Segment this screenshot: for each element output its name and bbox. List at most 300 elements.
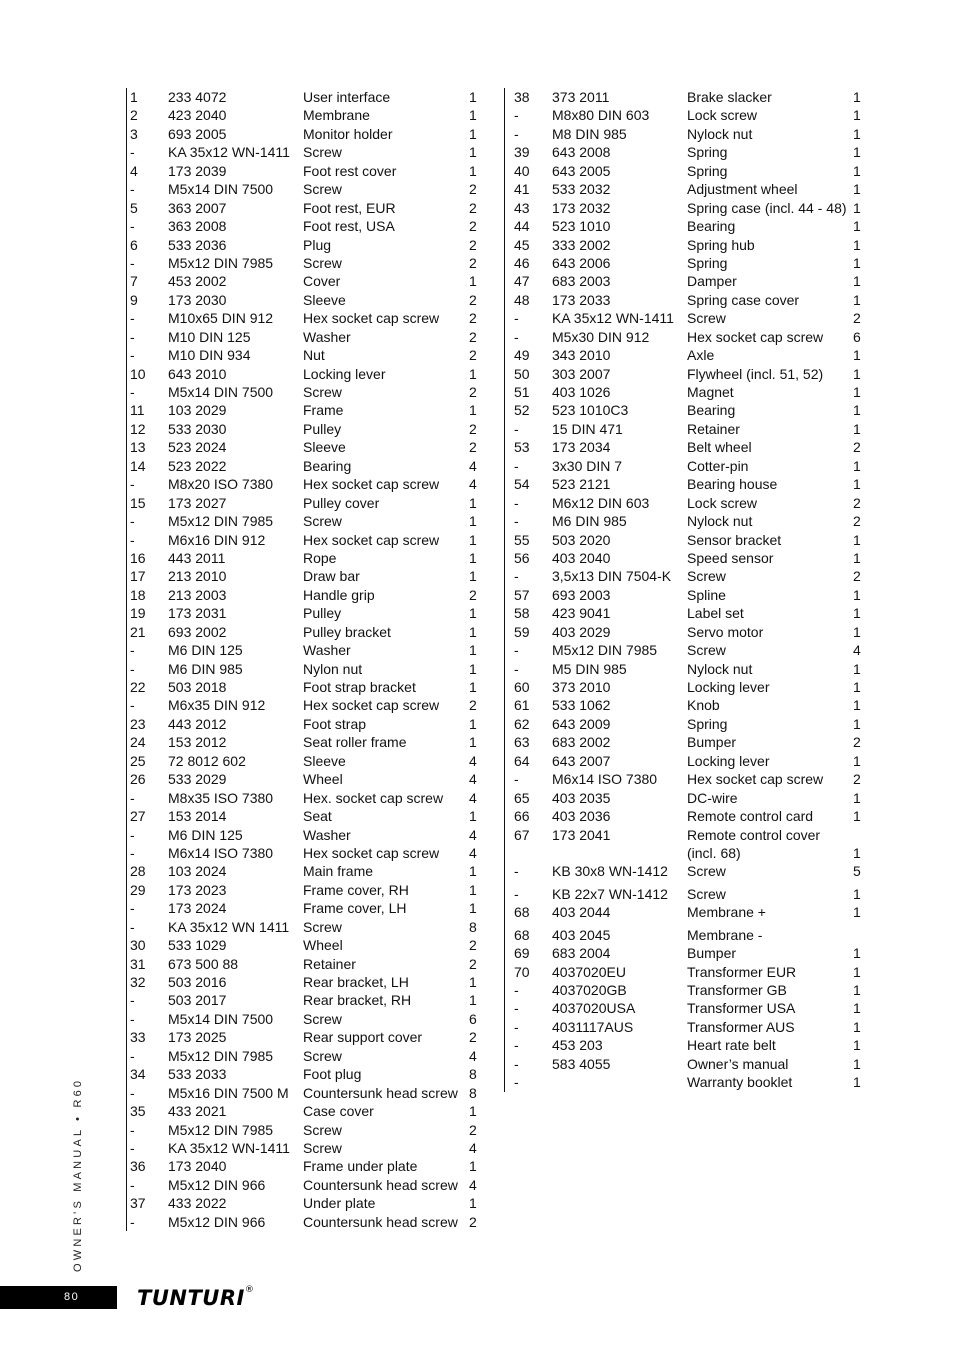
part-quantity: 1 (853, 291, 861, 308)
part-description: Screw (303, 1047, 342, 1064)
part-number: 44 (514, 218, 530, 235)
part-description: Screw (687, 885, 726, 902)
part-code: 643 2005 (552, 162, 611, 179)
part-code: 173 2032 (552, 199, 611, 216)
parts-row (505, 715, 865, 733)
part-description: Under plate (303, 1195, 376, 1212)
part-description: Pulley cover (303, 494, 380, 511)
part-number: 10 (130, 365, 146, 382)
parts-row (127, 881, 485, 899)
part-code: 503 2018 (168, 679, 227, 695)
part-quantity: 1 (469, 623, 477, 640)
part-code: 533 2030 (168, 420, 227, 437)
parts-row (127, 254, 485, 272)
part-description: Foot strap (303, 715, 367, 732)
part-code: M5x12 DIN 7985 (168, 513, 274, 530)
part-code: 72 8012 602 (168, 752, 246, 769)
parts-row (127, 438, 485, 456)
part-code: 403 2045 (552, 926, 611, 943)
part-code: M5x12 DIN 7985 (168, 1047, 274, 1064)
parts-row (127, 826, 485, 844)
part-description: Membrane (303, 107, 370, 124)
parts-row (505, 309, 865, 327)
part-description: Screw (303, 1010, 342, 1027)
part-code: 373 2011 (552, 89, 610, 105)
part-number: 39 (514, 144, 530, 161)
part-quantity: 2 (469, 955, 477, 972)
part-number: - (130, 513, 135, 530)
part-number: - (514, 771, 519, 788)
part-code: 643 2008 (552, 144, 611, 161)
parts-row (505, 549, 865, 567)
part-code: M8x35 ISO 7380 (168, 789, 274, 806)
part-description: Lock screw (687, 107, 758, 124)
part-code: 173 2040 (168, 1158, 227, 1175)
part-number: 63 (514, 734, 530, 751)
parts-row (127, 696, 485, 714)
part-code: 443 2011 (168, 549, 226, 566)
part-quantity: 1 (469, 1195, 477, 1212)
part-code: KB 22x7 WN-1412 (552, 885, 668, 902)
part-quantity: 2 (469, 291, 477, 308)
parts-row (127, 531, 485, 549)
parts-row (127, 199, 485, 217)
part-description: Label set (687, 605, 744, 622)
part-number: 36 (130, 1158, 146, 1175)
parts-row (505, 346, 865, 364)
part-quantity: 1 (853, 1074, 861, 1091)
parts-row (127, 789, 485, 807)
parts-row (505, 143, 865, 161)
part-number: - (130, 476, 135, 493)
part-description: Frame (303, 402, 344, 419)
parts-row (505, 365, 865, 383)
part-description: Nylock nut (687, 125, 753, 142)
part-quantity: 4 (469, 752, 477, 769)
part-description: Knob (687, 697, 720, 714)
part-code: 153 2014 (168, 808, 227, 825)
part-code: 403 2040 (552, 549, 611, 566)
part-quantity: 1 (853, 623, 861, 640)
part-number: 2 (130, 107, 138, 124)
part-code: 403 2035 (552, 789, 611, 806)
part-code: 523 1010C3 (552, 402, 629, 419)
part-code: M6 DIN 125 (168, 826, 243, 843)
parts-row (505, 438, 865, 456)
part-description: Screw (687, 642, 726, 659)
parts-row (127, 180, 485, 198)
part-description: Belt wheel (687, 439, 752, 456)
part-quantity: 1 (469, 660, 477, 677)
parts-row (127, 365, 485, 383)
parts-row (127, 660, 485, 678)
parts-row (505, 1018, 865, 1036)
part-number: - (514, 457, 519, 474)
parts-row (127, 586, 485, 604)
parts-row (127, 475, 485, 493)
parts-row (127, 1010, 485, 1028)
part-description: Bearing house (687, 476, 778, 493)
part-code: M5x14 DIN 7500 (168, 1010, 274, 1027)
part-number: 45 (514, 236, 530, 253)
part-code: 173 2034 (552, 439, 611, 456)
part-number: 9 (130, 291, 138, 308)
part-code: 3x30 DIN 7 (552, 457, 623, 474)
part-quantity: 2 (469, 1029, 477, 1046)
part-description: Seat (303, 808, 332, 825)
part-description: Screw (303, 1121, 342, 1138)
part-description: Remote control cover (incl. 68) (687, 826, 821, 861)
part-code: M6x14 ISO 7380 (552, 771, 658, 788)
parts-row (127, 1121, 485, 1139)
part-quantity: 2 (469, 310, 477, 327)
part-quantity: 1 (469, 531, 477, 548)
part-code: 173 2033 (552, 291, 611, 308)
parts-row (127, 567, 485, 585)
part-number: - (514, 1018, 519, 1035)
parts-row (505, 1055, 865, 1073)
part-quantity: 1 (469, 365, 477, 382)
part-code: 533 2033 (168, 1066, 227, 1083)
part-number: - (130, 254, 135, 271)
parts-row (127, 862, 485, 880)
part-quantity: 1 (853, 218, 861, 235)
part-number: - (130, 1213, 135, 1230)
part-quantity: 4 (853, 642, 861, 659)
part-code: 103 2029 (168, 402, 227, 419)
parts-row (127, 715, 485, 733)
part-code: 533 1062 (552, 697, 611, 714)
part-description: Spring (687, 715, 728, 732)
part-number: 70 (514, 963, 530, 980)
part-quantity: 2 (469, 937, 477, 954)
part-description: Screw (303, 918, 342, 935)
part-description: Axle (687, 347, 715, 364)
part-description: Pulley (303, 420, 342, 437)
part-description: DC-wire (687, 789, 738, 806)
part-code: M6 DIN 125 (168, 642, 243, 659)
parts-row (505, 420, 865, 438)
part-quantity: 2 (853, 310, 861, 327)
part-code: 403 1026 (552, 384, 611, 400)
part-code: M5x12 DIN 7985 (168, 254, 274, 271)
part-quantity: 1 (469, 900, 477, 917)
part-description: Screw (687, 568, 726, 585)
part-description: Foot rest, EUR (303, 199, 396, 216)
part-code: KA 35x12 WN 1411 (168, 918, 290, 935)
part-quantity: 1 (853, 457, 861, 474)
part-description: Hex. socket cap screw (303, 789, 444, 806)
registered-mark: ® (244, 1285, 255, 1295)
part-code: KB 30x8 WN-1412 (552, 863, 668, 880)
part-quantity: 1 (853, 605, 861, 622)
part-code: 673 500 88 (168, 955, 239, 972)
part-description: Screw (303, 384, 342, 400)
part-number: 69 (514, 945, 530, 962)
part-quantity: 4 (469, 1176, 477, 1193)
part-description: Servo motor (687, 623, 764, 640)
parts-row (505, 457, 865, 475)
part-description: User interface (303, 89, 391, 105)
part-code: M5x30 DIN 912 (552, 328, 650, 345)
part-quantity: 1 (853, 125, 861, 142)
part-code: 343 2010 (552, 347, 611, 364)
part-quantity: 1 (853, 1018, 861, 1035)
part-number: 33 (130, 1029, 146, 1046)
part-quantity: 1 (853, 904, 861, 921)
part-code: M10 DIN 934 (168, 347, 251, 364)
part-code: 363 2008 (168, 218, 227, 235)
part-number: - (130, 826, 135, 843)
part-quantity: 2 (469, 328, 477, 345)
parts-row (127, 457, 485, 475)
part-description: Bearing (303, 457, 352, 474)
part-code: 363 2007 (168, 199, 227, 216)
part-description: Nylock nut (687, 513, 753, 530)
part-number: - (130, 1047, 135, 1064)
part-description: Main frame (303, 863, 374, 880)
part-code: M5x12 DIN 7985 (168, 1121, 274, 1138)
part-description: Locking lever (303, 365, 386, 382)
part-description: Draw bar (303, 568, 360, 585)
part-code: 373 2010 (552, 679, 611, 695)
parts-row (505, 770, 865, 788)
part-description: Rear bracket, LH (303, 974, 409, 990)
part-quantity: 1 (469, 881, 477, 898)
part-description: Screw (303, 144, 342, 161)
part-description: Nut (303, 347, 325, 364)
part-code: M10x65 DIN 912 (168, 310, 274, 327)
part-description: Adjustment wheel (687, 181, 798, 198)
part-number: - (514, 494, 519, 511)
parts-row (127, 143, 485, 161)
parts-row (505, 199, 865, 217)
parts-list-left-column (126, 88, 485, 1231)
part-code: 683 2004 (552, 945, 611, 962)
parts-row (505, 926, 865, 944)
part-number: - (130, 1139, 135, 1156)
part-number: 4 (130, 162, 138, 179)
part-number: 48 (514, 291, 530, 308)
part-description: Bumper (687, 734, 737, 751)
part-code: 583 4055 (552, 1055, 611, 1072)
part-quantity: 1 (853, 586, 861, 603)
part-quantity: 2 (469, 218, 477, 235)
part-number: - (130, 1176, 135, 1193)
parts-row (127, 936, 485, 954)
part-quantity: 1 (853, 365, 861, 382)
part-code: 4037020USA (552, 1000, 636, 1017)
part-description: Washer (303, 642, 351, 659)
parts-row (505, 383, 865, 401)
part-number: 46 (514, 254, 530, 271)
part-description: Spring case (incl. 44 - 48) (687, 199, 847, 216)
part-code: 173 2030 (168, 291, 227, 308)
part-code: M5x12 DIN 966 (168, 1213, 266, 1230)
parts-row (505, 733, 865, 751)
parts-row (127, 88, 485, 106)
part-description: Spring hub (687, 236, 755, 253)
part-code: 643 2006 (552, 254, 611, 271)
parts-row (127, 1139, 485, 1157)
part-number: 28 (130, 863, 146, 880)
part-description: Seat roller frame (303, 734, 407, 751)
part-description: Locking lever (687, 679, 770, 695)
part-number: 27 (130, 808, 146, 825)
parts-row (127, 494, 485, 512)
parts-row (127, 106, 485, 124)
part-code: 643 2009 (552, 715, 611, 732)
parts-row (127, 752, 485, 770)
part-number: 3 (130, 125, 138, 142)
part-description: Flywheel (incl. 51, 52) (687, 365, 824, 382)
part-number: - (514, 1074, 519, 1091)
parts-row (127, 401, 485, 419)
parts-row (505, 125, 865, 143)
part-quantity: 1 (469, 107, 477, 124)
part-quantity: 1 (853, 144, 861, 161)
part-number: - (514, 513, 519, 530)
part-number: - (130, 1084, 135, 1101)
part-code: 683 2003 (552, 273, 611, 290)
part-quantity: 1 (469, 513, 477, 530)
part-description: Washer (303, 328, 351, 345)
part-description: Wheel (303, 937, 343, 954)
part-code: M5x12 DIN 7985 (552, 642, 658, 659)
part-quantity: 1 (469, 605, 477, 622)
part-description: Countersunk head screw (303, 1213, 458, 1230)
part-code: 173 2027 (168, 494, 227, 511)
page-number-box (0, 1286, 117, 1309)
part-quantity: 2 (853, 513, 861, 530)
part-number: - (130, 844, 135, 861)
part-code: 533 2036 (168, 236, 227, 253)
part-quantity: 1 (853, 402, 861, 419)
part-description: Bumper (687, 945, 737, 962)
part-quantity: 2 (469, 254, 477, 271)
part-number: - (514, 328, 519, 345)
part-number: 52 (514, 402, 530, 419)
parts-row (127, 991, 485, 1009)
part-code: 693 2002 (168, 623, 227, 640)
part-code: 403 2029 (552, 623, 611, 640)
part-number: 1 (130, 89, 138, 105)
parts-row (505, 981, 865, 999)
part-code: 443 2012 (168, 715, 227, 732)
parts-row (505, 328, 865, 346)
part-quantity: 4 (469, 1047, 477, 1064)
part-code: 403 2044 (552, 904, 611, 921)
part-quantity: 1 (853, 963, 861, 980)
part-description: Warranty booklet (687, 1074, 793, 1091)
part-quantity: 1 (853, 181, 861, 198)
part-description: Handle grip (303, 586, 375, 603)
part-number: 12 (130, 420, 146, 437)
part-description: Damper (687, 273, 737, 290)
part-description: Screw (687, 310, 726, 327)
part-code: M6x14 ISO 7380 (168, 844, 274, 861)
part-quantity: 1 (853, 885, 861, 902)
parts-row (505, 623, 865, 641)
parts-row (127, 678, 485, 696)
part-quantity: 1 (469, 568, 477, 585)
part-number: 50 (514, 365, 530, 382)
part-description: Pulley bracket (303, 623, 391, 640)
part-number: 6 (130, 236, 138, 253)
part-quantity: 1 (853, 273, 861, 290)
part-description: Monitor holder (303, 125, 393, 142)
part-number: 26 (130, 771, 146, 788)
part-quantity: 1 (469, 494, 477, 511)
parts-row (127, 918, 485, 936)
part-number: 14 (130, 457, 146, 474)
part-number: 41 (514, 181, 530, 198)
part-number: - (130, 144, 135, 161)
parts-row (127, 973, 485, 991)
part-description: Cotter-pin (687, 457, 749, 474)
parts-row (127, 1065, 485, 1083)
part-description: Transformer EUR (687, 963, 797, 980)
part-code: M8x80 DIN 603 (552, 107, 650, 124)
part-quantity: 1 (853, 982, 861, 999)
part-code: 173 2023 (168, 881, 227, 898)
part-code: 693 2005 (168, 125, 227, 142)
part-number: - (130, 697, 135, 714)
part-code: 4037020EU (552, 963, 626, 980)
parts-row (127, 1047, 485, 1065)
part-number: - (514, 107, 519, 124)
part-quantity: 1 (853, 679, 861, 695)
part-description: Sleeve (303, 752, 346, 769)
part-quantity: 2 (469, 384, 477, 400)
part-description: Nylon nut (303, 660, 363, 677)
part-number: 25 (130, 752, 146, 769)
part-number: 54 (514, 476, 530, 493)
part-description: Hex socket cap screw (687, 328, 824, 345)
part-number: - (514, 885, 519, 902)
parts-row (127, 1176, 485, 1194)
part-quantity: 1 (469, 1103, 477, 1120)
part-number: - (130, 992, 135, 1009)
parts-row (505, 475, 865, 493)
part-description: Hex socket cap screw (303, 697, 440, 714)
part-quantity: 1 (469, 144, 477, 161)
part-number: 11 (130, 402, 145, 419)
part-number: - (130, 310, 135, 327)
part-number: - (514, 1037, 519, 1054)
part-quantity: 1 (469, 974, 477, 990)
part-description: Cover (303, 273, 341, 290)
part-number: 60 (514, 679, 530, 695)
part-description: Lock screw (687, 494, 758, 511)
part-quantity: 1 (853, 89, 861, 105)
part-number: 62 (514, 715, 530, 732)
part-description: Rope (303, 549, 337, 566)
part-quantity: 1 (853, 549, 861, 566)
part-number: - (514, 642, 519, 659)
part-quantity: 1 (853, 531, 861, 548)
part-description: Rear bracket, RH (303, 992, 412, 1009)
parts-row (505, 272, 865, 290)
part-code: 103 2024 (168, 863, 227, 880)
part-description: Spring (687, 254, 728, 271)
part-number: - (130, 900, 135, 917)
parts-row (127, 844, 485, 862)
part-number: 24 (130, 734, 146, 751)
part-quantity: 1 (469, 863, 477, 880)
part-number: - (130, 1010, 135, 1027)
part-description: Transformer USA (687, 1000, 796, 1017)
